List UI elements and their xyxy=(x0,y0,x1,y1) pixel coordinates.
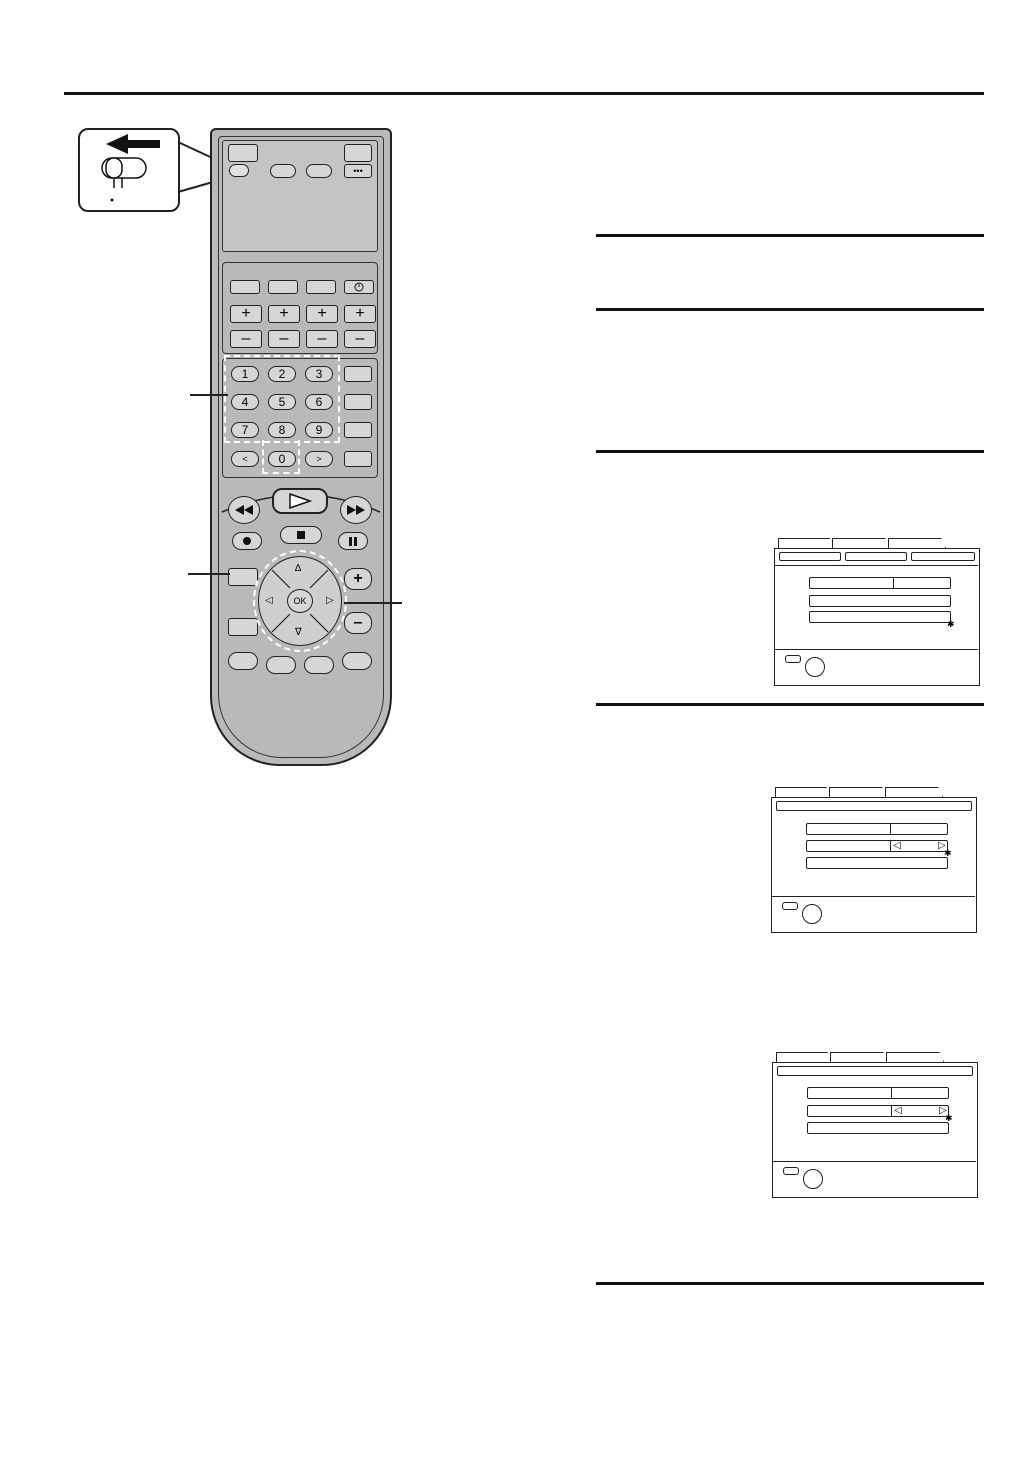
cursor-star-icon: ✱ xyxy=(945,1113,953,1123)
step-rule-1 xyxy=(596,234,984,237)
header-rule xyxy=(64,92,984,95)
digit-key-4[interactable]: 4 xyxy=(231,394,259,410)
play-icon xyxy=(288,493,312,509)
plus-button-4[interactable]: + xyxy=(344,305,376,323)
value-right-arrow-icon: ▷ xyxy=(938,840,946,851)
nav-up-button[interactable]: ∆ xyxy=(295,563,302,574)
menu-screen-3 xyxy=(772,1052,978,1198)
channel-minus-button[interactable]: – xyxy=(344,612,372,634)
rewind-button[interactable] xyxy=(228,496,260,524)
menu-tab-2 xyxy=(830,1052,888,1062)
nav-right-button[interactable]: ▷ xyxy=(326,595,334,606)
setting-row-3 xyxy=(807,1122,949,1134)
menu-tab-3 xyxy=(888,538,946,548)
plus-button-3[interactable]: + xyxy=(306,305,338,323)
menu-tab-1 xyxy=(778,538,834,548)
side-key-2[interactable] xyxy=(344,394,372,410)
menu-footer-divider xyxy=(773,1161,976,1162)
slide-direction-arrow-icon xyxy=(80,130,178,210)
minus-button-3[interactable]: – xyxy=(306,330,338,348)
menu-tab-2 xyxy=(829,787,887,797)
minus-button-4[interactable]: – xyxy=(344,330,376,348)
digit-key-1[interactable]: 1 xyxy=(231,366,259,382)
mode-button-1[interactable] xyxy=(270,164,296,178)
menu-option-2 xyxy=(845,552,907,561)
menu-key-icon xyxy=(782,902,798,910)
digit-key-8[interactable]: 8 xyxy=(268,422,296,438)
keypad-leader-line xyxy=(190,394,228,396)
digit-key-2[interactable]: 2 xyxy=(268,366,296,382)
setting-row-1 xyxy=(806,823,948,835)
setting-row-1 xyxy=(809,577,951,589)
function-button-2[interactable] xyxy=(268,280,298,294)
menu-option-1 xyxy=(779,552,841,561)
menu-screen-1 xyxy=(774,538,980,686)
top-right-button[interactable] xyxy=(344,144,372,162)
digit-key-0[interactable]: 0 xyxy=(268,451,296,467)
setting-row-1-separator xyxy=(893,577,894,589)
menu-title-bar xyxy=(776,801,972,811)
value-right-arrow-icon: ▷ xyxy=(939,1105,947,1116)
skip-back-key[interactable]: < xyxy=(231,451,259,467)
menu-screen-body xyxy=(772,1062,978,1198)
return-button[interactable] xyxy=(228,618,258,636)
menu-screen-body xyxy=(774,548,980,686)
nav-leader-line xyxy=(344,602,402,604)
rewind-icon xyxy=(234,504,254,516)
ok-dial-icon xyxy=(805,657,825,677)
menu-tab-3 xyxy=(885,787,943,797)
function-button-1[interactable] xyxy=(230,280,260,294)
fast-forward-button[interactable] xyxy=(340,496,372,524)
ok-dial-icon xyxy=(802,904,822,924)
side-key-4[interactable] xyxy=(344,451,372,467)
nav-left-button[interactable]: ◁ xyxy=(265,595,273,606)
setting-row-3 xyxy=(809,611,951,623)
side-key-3[interactable] xyxy=(344,422,372,438)
menu-leader-line xyxy=(188,573,230,575)
channel-plus-button[interactable]: + xyxy=(344,568,372,590)
digit-key-3[interactable]: 3 xyxy=(305,366,333,382)
setting-row-2-separator xyxy=(891,1105,892,1117)
step-rule-4 xyxy=(596,703,984,706)
bottom-button-2[interactable] xyxy=(266,656,296,674)
setting-row-2-separator xyxy=(890,840,891,852)
menu-tab-1 xyxy=(775,787,831,797)
plus-button-1[interactable]: + xyxy=(230,305,262,323)
record-icon xyxy=(242,536,252,546)
skip-forward-key[interactable]: > xyxy=(305,451,333,467)
menu-divider xyxy=(775,565,978,566)
stop-button[interactable] xyxy=(280,526,322,544)
step-rule-3 xyxy=(596,450,984,453)
pause-button[interactable] xyxy=(338,532,368,550)
power-button[interactable] xyxy=(228,144,258,162)
bottom-button-4[interactable] xyxy=(342,652,372,670)
timer-button[interactable] xyxy=(344,280,374,294)
bottom-button-3[interactable] xyxy=(304,656,334,674)
menu-key-icon xyxy=(783,1167,799,1175)
setting-row-1-separator xyxy=(891,1087,892,1099)
menu-dots-button[interactable]: ••• xyxy=(344,164,372,178)
minus-button-2[interactable]: – xyxy=(268,330,300,348)
digit-key-9[interactable]: 9 xyxy=(305,422,333,438)
bottom-button-1[interactable] xyxy=(228,652,258,670)
setting-row-3 xyxy=(806,857,948,869)
step-rule-5 xyxy=(596,1282,984,1285)
setting-row-1-separator xyxy=(890,823,891,835)
switch-callout xyxy=(78,128,180,212)
ok-dial-icon xyxy=(803,1169,823,1189)
play-button[interactable] xyxy=(272,488,328,514)
menu-screen-2 xyxy=(771,787,977,933)
mode-button-2[interactable] xyxy=(306,164,332,178)
slide-switch[interactable] xyxy=(229,164,249,177)
menu-option-3 xyxy=(911,552,975,561)
step-rule-2 xyxy=(596,308,984,311)
digit-key-6[interactable]: 6 xyxy=(305,394,333,410)
digit-key-7[interactable]: 7 xyxy=(231,422,259,438)
nav-down-button[interactable]: ∇ xyxy=(295,627,302,638)
digit-key-5[interactable]: 5 xyxy=(268,394,296,410)
menu-tab-2 xyxy=(832,538,890,548)
record-button[interactable] xyxy=(232,532,262,550)
fast-forward-icon xyxy=(346,504,366,516)
menu-tab-1 xyxy=(776,1052,832,1062)
menu-button[interactable] xyxy=(228,568,258,586)
menu-key-icon xyxy=(785,655,801,663)
setting-row-2 xyxy=(809,595,951,607)
menu-title-bar xyxy=(777,1066,973,1076)
setting-row-2 xyxy=(806,840,948,852)
setting-row-2 xyxy=(807,1105,949,1117)
plus-button-2[interactable]: + xyxy=(268,305,300,323)
function-button-3[interactable] xyxy=(306,280,336,294)
menu-screen-body xyxy=(771,797,977,933)
value-left-arrow-icon: ◁ xyxy=(893,840,901,851)
side-key-1[interactable] xyxy=(344,366,372,382)
pause-icon xyxy=(349,537,357,546)
cursor-star-icon: ✱ xyxy=(947,619,955,629)
value-left-arrow-icon: ◁ xyxy=(894,1105,902,1116)
menu-tab-3 xyxy=(886,1052,944,1062)
menu-footer-divider xyxy=(772,896,975,897)
minus-button-1[interactable]: – xyxy=(230,330,262,348)
stop-icon xyxy=(297,531,305,539)
cursor-star-icon: ✱ xyxy=(944,848,952,858)
ok-button[interactable]: OK xyxy=(287,589,313,613)
setting-row-1 xyxy=(807,1087,949,1099)
timer-icon xyxy=(354,282,364,292)
menu-footer-divider xyxy=(775,649,978,650)
